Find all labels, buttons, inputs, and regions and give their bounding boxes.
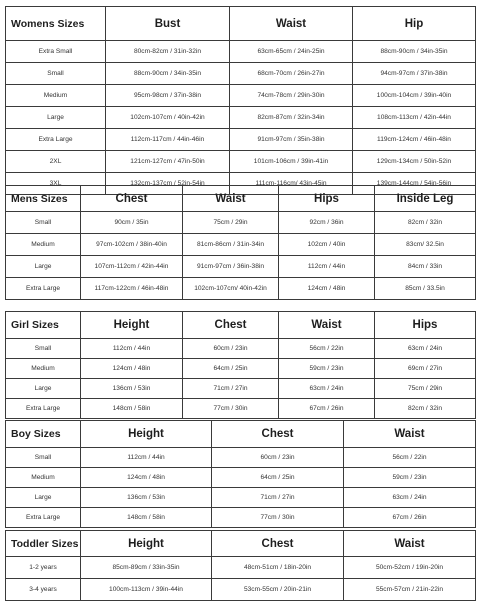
table-row [6, 85, 476, 107]
table-cell: 82cm / 32in [375, 212, 476, 234]
table-cell: 112cm / 44in [81, 339, 183, 359]
womens-hip-header: Hip [353, 7, 476, 41]
toddler-height-header: Height [81, 531, 212, 557]
table-cell: 129cm-134cm / 50in-52in [353, 151, 476, 173]
table-row [6, 234, 476, 256]
size-label: 3-4 years [6, 579, 81, 601]
table-cell: 50cm-52cm / 19in-20in [344, 557, 476, 579]
size-label: Small [6, 448, 81, 468]
table-cell: 88cm-90cm / 34in-35in [353, 41, 476, 63]
table-cell: 67cm / 26in [279, 399, 375, 419]
table-cell: 90cm / 35in [81, 212, 183, 234]
size-label: Extra Large [6, 399, 81, 419]
table-cell: 81cm-86cm / 31in-34in [183, 234, 279, 256]
table-cell: 102cm-107cm/ 40in-42in [183, 278, 279, 300]
table-row [6, 256, 476, 278]
table-cell: 132cm-137cm / 52in-54in [106, 173, 230, 195]
table-cell: 102cm-107cm / 40in-42in [106, 107, 230, 129]
girls-category-header: Girl Sizes [6, 312, 81, 339]
size-label: Large [6, 379, 81, 399]
table-cell: 100cm-104cm / 39in-40in [353, 85, 476, 107]
boys-waist-header: Waist [344, 421, 476, 448]
size-label: Small [6, 339, 81, 359]
mens-waist-header: Waist [183, 186, 279, 212]
table-row [6, 107, 476, 129]
table-cell: 91cm-97cm / 36in-38in [183, 256, 279, 278]
womens-bust-header: Bust [106, 7, 230, 41]
boys-chest-header: Chest [212, 421, 344, 448]
table-cell: 85cm / 33.5in [375, 278, 476, 300]
table-cell: 101cm-106cm / 39in-41in [230, 151, 353, 173]
girls-height-header: Height [81, 312, 183, 339]
size-label: 1-2 years [6, 557, 81, 579]
girls-waist-header: Waist [279, 312, 375, 339]
size-label: Small [6, 63, 106, 85]
table-cell: 112cm / 44in [81, 448, 212, 468]
size-label: Large [6, 256, 81, 278]
table-cell: 80cm-82cm / 31in-32in [106, 41, 230, 63]
table-row [6, 63, 476, 85]
table-cell: 67cm / 26in [344, 508, 476, 528]
toddler-category-header: Toddler Sizes [6, 531, 81, 557]
table-cell: 77cm / 30in [212, 508, 344, 528]
table-cell: 85cm-89cm / 33in-35in [81, 557, 212, 579]
table-cell: 75cm / 29in [375, 379, 476, 399]
size-label: Extra Large [6, 508, 81, 528]
table-cell: 64cm / 25in [183, 359, 279, 379]
size-label: Extra Large [6, 129, 106, 151]
table-cell: 139cm-144cm / 54in-56in [353, 173, 476, 195]
table-cell: 63cm / 24in [279, 379, 375, 399]
table-cell: 100cm-113cm / 39in-44in [81, 579, 212, 601]
table-row [6, 359, 476, 379]
table-row [6, 488, 476, 508]
table-row [6, 379, 476, 399]
table-cell: 112cm-117cm / 44in-46in [106, 129, 230, 151]
boys-size-table [5, 420, 476, 528]
table-cell: 88cm-90cm / 34in-35in [106, 63, 230, 85]
table-cell: 136cm / 53in [81, 379, 183, 399]
table-cell: 63cm-65cm / 24in-25in [230, 41, 353, 63]
table-cell: 148cm / 58in [81, 508, 212, 528]
table-cell: 112cm / 44in [279, 256, 375, 278]
table-cell: 75cm / 29in [183, 212, 279, 234]
table-cell: 107cm-112cm / 42in-44in [81, 256, 183, 278]
table-header-row [6, 7, 476, 41]
table-row [6, 339, 476, 359]
table-cell: 119cm-124cm / 46in-48in [353, 129, 476, 151]
table-cell: 111cm-116cm/ 43in-45in [230, 173, 353, 195]
table-row [6, 129, 476, 151]
table-cell: 77cm / 30in [183, 399, 279, 419]
girls-hips-header: Hips [375, 312, 476, 339]
table-cell: 71cm / 27in [212, 488, 344, 508]
table-row [6, 557, 476, 579]
table-cell: 91cm-97cm / 35in-38in [230, 129, 353, 151]
boys-height-header: Height [81, 421, 212, 448]
table-cell: 84cm / 33in [375, 256, 476, 278]
mens-inside-leg-header: Inside Leg [375, 186, 476, 212]
table-cell: 63cm / 24in [344, 488, 476, 508]
table-cell: 53cm-55cm / 20in-21in [212, 579, 344, 601]
table-cell: 60cm / 23in [212, 448, 344, 468]
table-cell: 71cm / 27in [183, 379, 279, 399]
size-label: Extra Large [6, 278, 81, 300]
table-cell: 92cm / 36in [279, 212, 375, 234]
table-cell: 117cm-122cm / 46in-48in [81, 278, 183, 300]
table-row [6, 212, 476, 234]
womens-size-table [5, 6, 476, 195]
table-row [6, 399, 476, 419]
table-cell: 48cm-51cm / 18in-20in [212, 557, 344, 579]
size-label: Medium [6, 234, 81, 256]
table-cell: 82cm / 32in [375, 399, 476, 419]
table-cell: 69cm / 27in [375, 359, 476, 379]
girls-size-table [5, 311, 476, 419]
table-cell: 74cm-78cm / 29in-30in [230, 85, 353, 107]
table-header-row [6, 531, 476, 557]
size-label: Large [6, 107, 106, 129]
boys-category-header: Boy Sizes [6, 421, 81, 448]
mens-category-header: Mens Sizes [6, 186, 81, 212]
table-cell: 124cm / 48in [279, 278, 375, 300]
table-cell: 83cm/ 32.5in [375, 234, 476, 256]
table-row [6, 41, 476, 63]
table-cell: 136cm / 53in [81, 488, 212, 508]
toddler-waist-header: Waist [344, 531, 476, 557]
table-header-row [6, 421, 476, 448]
girls-chest-header: Chest [183, 312, 279, 339]
table-cell: 148cm / 58in [81, 399, 183, 419]
size-label: 2XL [6, 151, 106, 173]
table-cell: 124cm / 48in [81, 359, 183, 379]
table-row [6, 468, 476, 488]
table-cell: 56cm / 22in [344, 448, 476, 468]
size-label: Extra Small [6, 41, 106, 63]
table-cell: 82cm-87cm / 32in-34in [230, 107, 353, 129]
table-row [6, 448, 476, 468]
table-cell: 108cm-113cm / 42in-44in [353, 107, 476, 129]
table-cell: 64cm / 25in [212, 468, 344, 488]
table-row [6, 579, 476, 601]
table-row [6, 278, 476, 300]
size-label: Medium [6, 359, 81, 379]
womens-waist-header: Waist [230, 7, 353, 41]
mens-chest-header: Chest [81, 186, 183, 212]
table-row [6, 151, 476, 173]
table-cell: 68cm-70cm / 26in-27in [230, 63, 353, 85]
mens-size-table [5, 185, 476, 300]
table-cell: 56cm / 22in [279, 339, 375, 359]
toddler-size-table [5, 530, 476, 601]
table-cell: 95cm-98cm / 37in-38in [106, 85, 230, 107]
table-cell: 94cm-97cm / 37in-38in [353, 63, 476, 85]
size-label: 3XL [6, 173, 106, 195]
table-cell: 60cm / 23in [183, 339, 279, 359]
mens-hips-header: Hips [279, 186, 375, 212]
table-cell: 63cm / 24in [375, 339, 476, 359]
table-row [6, 508, 476, 528]
size-label: Medium [6, 468, 81, 488]
table-header-row [6, 312, 476, 339]
table-cell: 102cm / 40in [279, 234, 375, 256]
table-cell: 124cm / 48in [81, 468, 212, 488]
table-cell: 121cm-127cm / 47in-50in [106, 151, 230, 173]
table-cell: 97cm-102cm / 38in-40in [81, 234, 183, 256]
size-label: Small [6, 212, 81, 234]
toddler-chest-header: Chest [212, 531, 344, 557]
table-header-row [6, 186, 476, 212]
size-label: Medium [6, 85, 106, 107]
table-cell: 55cm-57cm / 21in-22in [344, 579, 476, 601]
table-cell: 59cm / 23in [279, 359, 375, 379]
size-label: Large [6, 488, 81, 508]
womens-category-header: Womens Sizes [6, 7, 106, 41]
table-cell: 59cm / 23in [344, 468, 476, 488]
